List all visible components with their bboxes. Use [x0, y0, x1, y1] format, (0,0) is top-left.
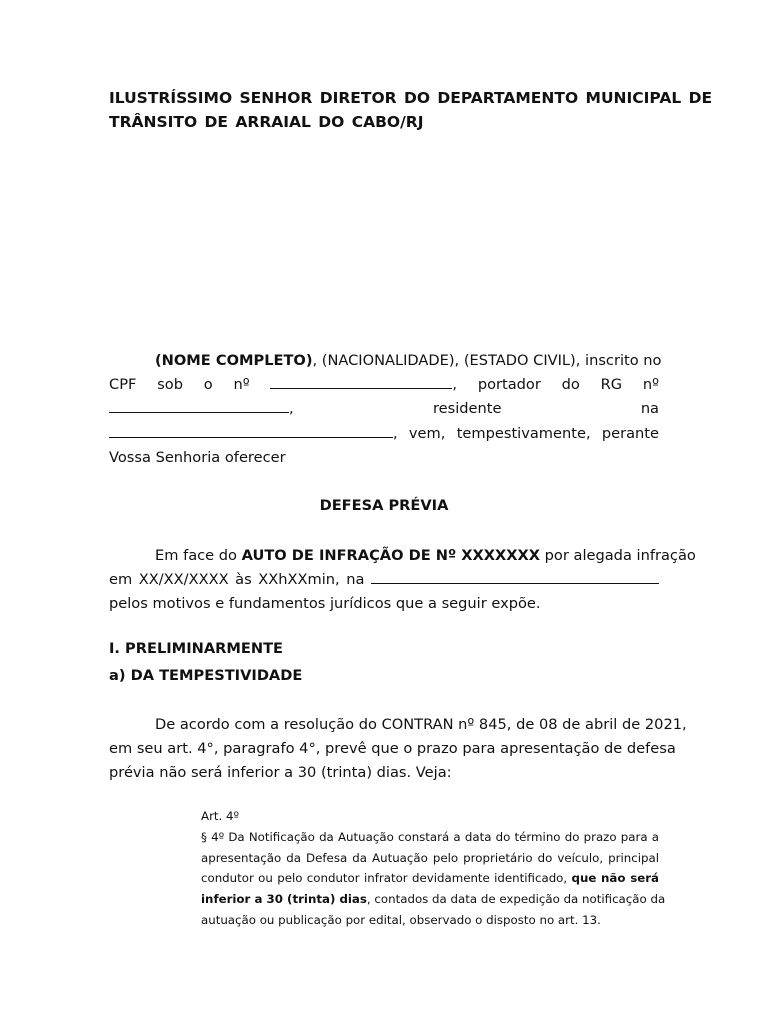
cpf-blank-line [270, 374, 452, 389]
quote-line-1: § 4º Da Notificação da Autuação constará a data do término do prazo para a [201, 829, 659, 844]
infraction-time: XXhXXmin, [258, 571, 340, 589]
tempestividade-line-1: De acordo com a resolução do CONTRAN nº 845, de 08 de abril de 2021, [155, 716, 687, 733]
document-heading [109, 86, 713, 134]
quote-text: , contados da data de expedição da notificação da [366, 892, 666, 907]
infraction-line-1 [109, 544, 696, 568]
infraction-date: XX/XX/XXXX [138, 571, 229, 589]
word: , [289, 400, 294, 418]
qualification-line-4 [109, 422, 659, 446]
infraction-line-2 [109, 568, 659, 592]
word: , [393, 424, 398, 442]
cpf-blank-group [270, 376, 457, 393]
qualification-line-2 [109, 373, 659, 397]
word: na [640, 400, 660, 418]
document-title: DEFESA PRÉVIA [319, 497, 449, 514]
quote-line-4 [201, 889, 666, 910]
infraction-line-3: pelos motivos e fundamentos jurídicos que a seguir expõe. [109, 595, 541, 613]
address-blank-group [109, 425, 398, 442]
rg-blank-group [109, 400, 294, 417]
section-heading-preliminarmente: I. PRELIMINARMENTE [109, 640, 284, 657]
word: nº [233, 376, 250, 394]
tempestividade-paragraph [109, 713, 687, 786]
qualification-line-3 [109, 397, 659, 421]
address-blank-line [109, 423, 393, 438]
heading-line-2: TRÂNSITO DE ARRAIAL DO CABO/RJ [109, 113, 424, 131]
quote-line-5: autuação ou publicação por edital, observado o disposto no art. 13. [201, 912, 601, 927]
quote-emphasis: que não será [571, 871, 659, 886]
infraction-number: AUTO DE INFRAÇÃO DE Nº XXXXXXX [241, 547, 541, 564]
word: nº [642, 376, 660, 394]
word: RG [600, 376, 623, 394]
tempestividade-line-3: prévia não será inferior a 30 (trinta) dias. Veja: [109, 764, 452, 782]
word: , [452, 376, 458, 394]
word: tempestivamente, [456, 424, 591, 442]
word: CPF [109, 376, 137, 394]
heading-line-1: ILUSTRÍSSIMO SENHOR DIRETOR DO DEPARTAMENTO MUNICIPAL DE [109, 89, 713, 107]
word: portador [477, 376, 541, 394]
legal-quote [201, 806, 666, 931]
word: residente [432, 400, 502, 418]
word: sob [157, 376, 183, 394]
word: em [109, 571, 133, 589]
word: vem, [408, 424, 446, 442]
quote-line-2: apresentação da Defesa da Autuação pelo proprietário do veículo, principal [201, 850, 659, 865]
word: perante [601, 424, 660, 442]
infraction-text: Em face do [155, 547, 242, 564]
name-placeholder: (NOME COMPLETO) [155, 352, 313, 369]
quote-text: condutor ou pelo condutor infrator devidamente identificado, [201, 871, 572, 886]
qualification-paragraph [109, 349, 662, 470]
quote-line-3 [201, 868, 659, 889]
quote-article: Art. 4º [201, 809, 240, 823]
word: às [235, 571, 252, 589]
location-blank-line [371, 569, 659, 584]
infraction-text: por alegada infração [540, 547, 696, 564]
infraction-paragraph [109, 544, 696, 617]
qualification-text: , (NACIONALIDADE), (ESTADO CIVIL), inscrito no [312, 352, 662, 369]
rg-blank-line [109, 398, 289, 413]
quote-emphasis: inferior a 30 (trinta) dias [201, 892, 367, 907]
word: o [203, 376, 213, 394]
word: na [346, 571, 365, 589]
qualification-line-5: Vossa Senhoria oferecer [109, 448, 286, 466]
tempestividade-line-2: em seu art. 4°, paragrafo 4°, prevê que o prazo para apresentação de defesa [109, 740, 676, 758]
qualification-line-1 [109, 349, 662, 373]
word: do [561, 376, 580, 394]
subsection-heading-tempestividade: a) DA TEMPESTIVIDADE [109, 667, 303, 684]
